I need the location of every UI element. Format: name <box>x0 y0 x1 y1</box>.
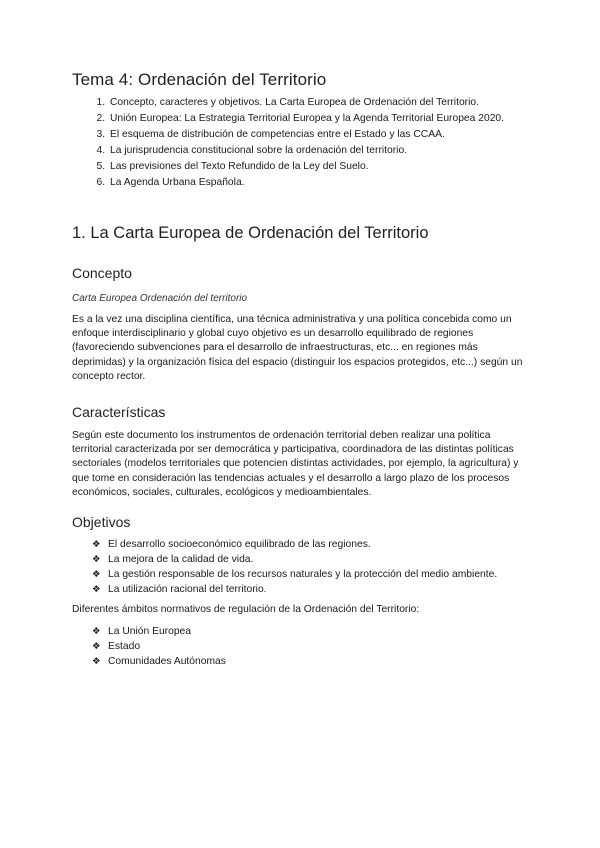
list-item <box>92 640 530 654</box>
concepto-subtitle: Carta Europea Ordenación del territorio <box>72 293 248 304</box>
ambitos-paragraph: Diferentes ámbitos normativos de regulación de la Ordenación del Territorio: <box>72 604 420 616</box>
diamond-bullet-icon: ❖ <box>92 539 101 551</box>
topic-item: 4. La jurisprudencia constitucional sobre la ordenación del territorio. <box>108 144 530 158</box>
list-item-text: Estado <box>108 641 141 653</box>
list-item-text: Comunidades Autónomas <box>108 656 226 668</box>
list-item-text: El desarrollo socioeconómico equilibrado de las regiones. <box>108 539 371 551</box>
diamond-bullet-icon: ❖ <box>92 656 101 668</box>
caracteristicas-paragraph: Según este documento los instrumentos de ordenación territorial deben realizar una política territorial caracterizada por ser democrática y participativa, coordinadora de las distintas políticas sectoriales (modelos territoriales que potencien distintas actividades, por ejemplo, la agricultura) y que tome en consideración las tendencias actuales y el desarrollo a largo plazo de los procesos económicos, sociales, culturales, ecológicos y medioambientales. <box>72 430 519 498</box>
ambitos-list <box>72 625 530 669</box>
list-item <box>92 625 530 639</box>
list-item-text: La mejora de la calidad de vida. <box>108 554 254 566</box>
objetivos-heading: Objetivos <box>72 514 131 531</box>
document-title: Tema 4: Ordenación del Territorio <box>72 70 327 89</box>
diamond-bullet-icon: ❖ <box>92 641 101 653</box>
list-item <box>92 568 530 582</box>
list-item-text: La utilización racional del territorio. <box>108 584 267 596</box>
topic-item: 3. El esquema de distribución de competencias entre el Estado y las CCAA. <box>108 128 530 142</box>
diamond-bullet-icon: ❖ <box>92 554 101 566</box>
topic-item: 5. Las previsiones del Texto Refundido de la Ley del Suelo. <box>108 160 530 174</box>
caracteristicas-heading: Características <box>72 404 166 421</box>
list-item <box>92 655 530 669</box>
diamond-bullet-icon: ❖ <box>92 626 101 638</box>
section-heading: 1. La Carta Europea de Ordenación del Territorio <box>72 224 429 242</box>
list-item <box>92 583 530 597</box>
diamond-bullet-icon: ❖ <box>92 569 101 581</box>
diamond-bullet-icon: ❖ <box>92 584 101 596</box>
topic-item: 2. Unión Europea: La Estrategia Territorial Europea y la Agenda Territorial Europea 2020. <box>108 112 530 126</box>
topic-item: 1. Concepto, caracteres y objetivos. La Carta Europea de Ordenación del Territorio. <box>108 96 530 110</box>
list-item-text: La gestión responsable de los recursos naturales y la protección del medio ambiente. <box>108 569 498 581</box>
list-item <box>92 553 530 567</box>
topic-item: 6. La Agenda Urbana Española. <box>108 176 530 190</box>
objetivos-list <box>72 538 530 597</box>
list-item-text: La Unión Europea <box>108 626 192 638</box>
topic-list <box>72 96 530 190</box>
concepto-paragraph: Es a la vez una disciplina científica, una técnica administrativa y una política concebida como un enfoque interdisciplinario y global cuyo objetivo es un desarrollo equilibrado de regiones (favoreciendo subvenciones para el desarrollo de infraestructuras, etc... en regiones más deprimidas) y la organización física del espacio (distinguir los espacios protegidos, etc...) según un concepto rector. <box>72 314 523 382</box>
concepto-heading: Concepto <box>72 265 132 281</box>
list-item <box>92 538 530 552</box>
